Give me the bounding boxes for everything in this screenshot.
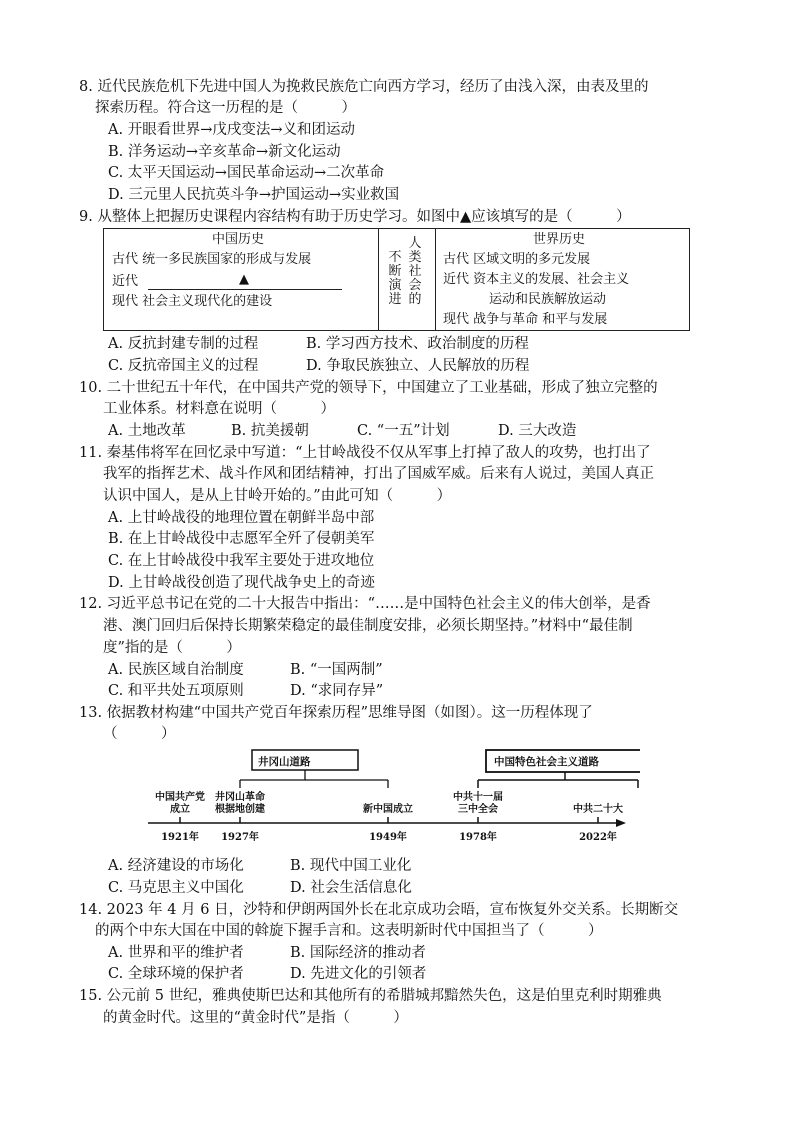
event-1949-year: 1949年 bbox=[369, 832, 407, 843]
q9-option-a: A. 反抗封建专制的过程 bbox=[108, 336, 259, 352]
world-history-column bbox=[435, 229, 689, 330]
event-2022-label1: 中共二十大 bbox=[573, 804, 623, 815]
event-1978-label1: 中共十一届 bbox=[453, 792, 503, 803]
event-1927-year: 1927年 bbox=[221, 832, 259, 843]
q15-stem-line1: 15. 公元前 5 世纪，雅典使斯巴达和其他所有的希腊城邦黯然失色，这是伯里克利时期雅典 bbox=[79, 988, 662, 1004]
q12-stem-line2: 港、澳门回归后保持长期繁荣稳定的最佳制度安排，必须长期坚持。”材料中“最佳制 bbox=[103, 618, 633, 634]
q8-stem-line1: 8. 近代民族危机下先进中国人为挽救民族危亡向西方学习，经历了由浅入深，由表及里的 bbox=[79, 79, 649, 95]
q14-stem-line2: 的两个中东大国在中国的斡旋下握手言和。这表明新时代中国担当了（ ） bbox=[95, 923, 603, 939]
q12-stem-line3: 度”指的是（ ） bbox=[103, 640, 241, 656]
q9-option-b: B. 学习西方技术、政治制度的历程 bbox=[306, 336, 529, 352]
history-structure-table bbox=[103, 228, 690, 331]
event-1927-label2: 根据地创建 bbox=[215, 804, 265, 815]
q13-option-d: D. 社会生活信息化 bbox=[290, 880, 412, 896]
q14-option-a: A. 世界和平的维护者 bbox=[108, 945, 244, 961]
socialism-road-label: 中国特色社会主义道路 bbox=[494, 756, 599, 768]
event-1927-label1: 井冈山革命 bbox=[215, 792, 265, 803]
q10-stem-line2: 工业体系。材料意在说明（ ） bbox=[103, 401, 335, 417]
q11-stem-line2: 我军的指挥艺术、战斗作风和团结精神，打出了国威军威。后来有人说过，美国人真正 bbox=[103, 466, 654, 482]
event-1921-year: 1921年 bbox=[161, 832, 199, 843]
q8-option-a: A. 开眼看世界→戊戌变法→义和团运动 bbox=[108, 122, 355, 138]
q15-stem-line2: 的黄金时代。这里的“黄金时代”是指（ ） bbox=[103, 1010, 408, 1026]
jinggangshan-road-label: 井冈山道路 bbox=[258, 756, 311, 768]
evolution-text-right: 人类社会的 bbox=[408, 236, 422, 307]
event-2022-year: 2022年 bbox=[579, 832, 617, 843]
evolution-text-left: 不断演进 bbox=[388, 250, 402, 307]
china-ancient: 古代 统一多民族国家的形成与发展 bbox=[112, 252, 312, 267]
blank-underline bbox=[148, 289, 342, 290]
q8-option-d: D. 三元里人民抗英斗争→护国运动→实业救国 bbox=[108, 187, 400, 203]
q13-stem-line2: （ ） bbox=[103, 726, 176, 742]
q13-option-b: B. 现代中国工业化 bbox=[290, 858, 412, 874]
q11-stem-line1: 11. 秦基伟将军在回忆录中写道：“上甘岭战役不仅从军事上打掉了敌人的攻势，也打出了 bbox=[79, 445, 651, 461]
party-history-timeline bbox=[140, 748, 640, 848]
q11-option-b: B. 在上甘岭战役中志愿军全歼了侵朝美军 bbox=[108, 531, 375, 547]
q8-option-b: B. 洋务运动→辛亥革命→新文化运动 bbox=[108, 144, 341, 160]
event-1978-label2: 三中全会 bbox=[458, 804, 498, 815]
event-1949-label1: 新中国成立 bbox=[363, 804, 413, 815]
world-modern-line1: 近代 资本主义的发展、社会主义 bbox=[443, 272, 630, 287]
q14-stem-line1: 14. 2023 年 4 月 6 日，沙特和伊朗两国外长在北京成功会晤，宣布恢复外交关系。长期断交 bbox=[79, 902, 679, 918]
q11-option-d: D. 上甘岭战役创造了现代战争史上的奇迹 bbox=[108, 575, 375, 591]
world-contemporary: 现代 战争与革命 和平与发展 bbox=[443, 312, 608, 327]
q11-option-c: C. 在上甘岭战役中我军主要处于进攻地位 bbox=[108, 553, 375, 569]
q14-option-d: D. 先进文化的引领者 bbox=[290, 966, 427, 982]
event-1978-year: 1978年 bbox=[459, 832, 497, 843]
q9-stem: 9. 从整体上把握历史课程内容结构有助于历史学习。如图中▲应该填写的是（ ） bbox=[79, 209, 631, 225]
q10-option-b: B. 抗美援朝 bbox=[231, 423, 309, 439]
world-modern-line2: 运动和民族解放运动 bbox=[489, 292, 607, 307]
q13-stem-line1: 13. 依据教材构建“中国共产党百年探索历程”思维导图（如图）。这一历程体现了 bbox=[79, 705, 593, 721]
triangle-mark: ▲ bbox=[239, 272, 249, 287]
q12-option-b: B. “一国两制” bbox=[290, 662, 383, 678]
evolution-column bbox=[378, 229, 436, 330]
china-modern-label: 近代 bbox=[112, 274, 139, 289]
q12-option-c: C. 和平共处五项原则 bbox=[108, 683, 244, 699]
q8-stem-line2: 探索历程。符合这一历程的是（ ） bbox=[95, 100, 356, 116]
event-1921-label1: 中国共产党 bbox=[155, 792, 205, 803]
q10-stem-line1: 10. 二十世纪五十年代，在中国共产党的领导下，中国建立了工业基础，形成了独立完整的 bbox=[79, 380, 658, 396]
q12-stem-line1: 12. 习近平总书记在党的二十大报告中指出：“……是中国特色社会主义的伟大创举，是香 bbox=[79, 596, 651, 612]
china-contemporary: 现代 社会主义现代化的建设 bbox=[112, 294, 273, 309]
q12-option-d: D. “求同存异” bbox=[290, 683, 384, 699]
china-history-column bbox=[104, 229, 379, 330]
q11-stem-line3: 认识中国人，是从上甘岭开始的。”由此可知（ ） bbox=[103, 488, 452, 504]
q14-option-c: C. 全球环境的保护者 bbox=[108, 966, 244, 982]
world-ancient: 古代 区域文明的多元发展 bbox=[443, 252, 591, 267]
q10-option-a: A. 土地改革 bbox=[108, 423, 186, 439]
world-history-title: 世界历史 bbox=[533, 232, 586, 247]
q9-option-d: D. 争取民族独立、人民解放的历程 bbox=[306, 358, 530, 374]
q12-option-a: A. 民族区域自治制度 bbox=[108, 662, 244, 678]
q10-option-d: D. 三大改造 bbox=[498, 423, 577, 439]
q10-option-c: C. “一五”计划 bbox=[357, 423, 450, 439]
china-history-title: 中国历史 bbox=[212, 232, 265, 247]
q8-option-c: C. 太平天国运动→国民革命运动→二次革命 bbox=[108, 165, 385, 181]
q13-option-a: A. 经济建设的市场化 bbox=[108, 858, 244, 874]
event-1921-label2: 成立 bbox=[170, 804, 190, 815]
q14-option-b: B. 国际经济的推动者 bbox=[290, 945, 426, 961]
q9-option-c: C. 反抗帝国主义的过程 bbox=[108, 358, 259, 374]
q13-option-c: C. 马克思主义中国化 bbox=[108, 880, 244, 896]
q11-option-a: A. 上甘岭战役的地理位置在朝鲜半岛中部 bbox=[108, 510, 375, 526]
